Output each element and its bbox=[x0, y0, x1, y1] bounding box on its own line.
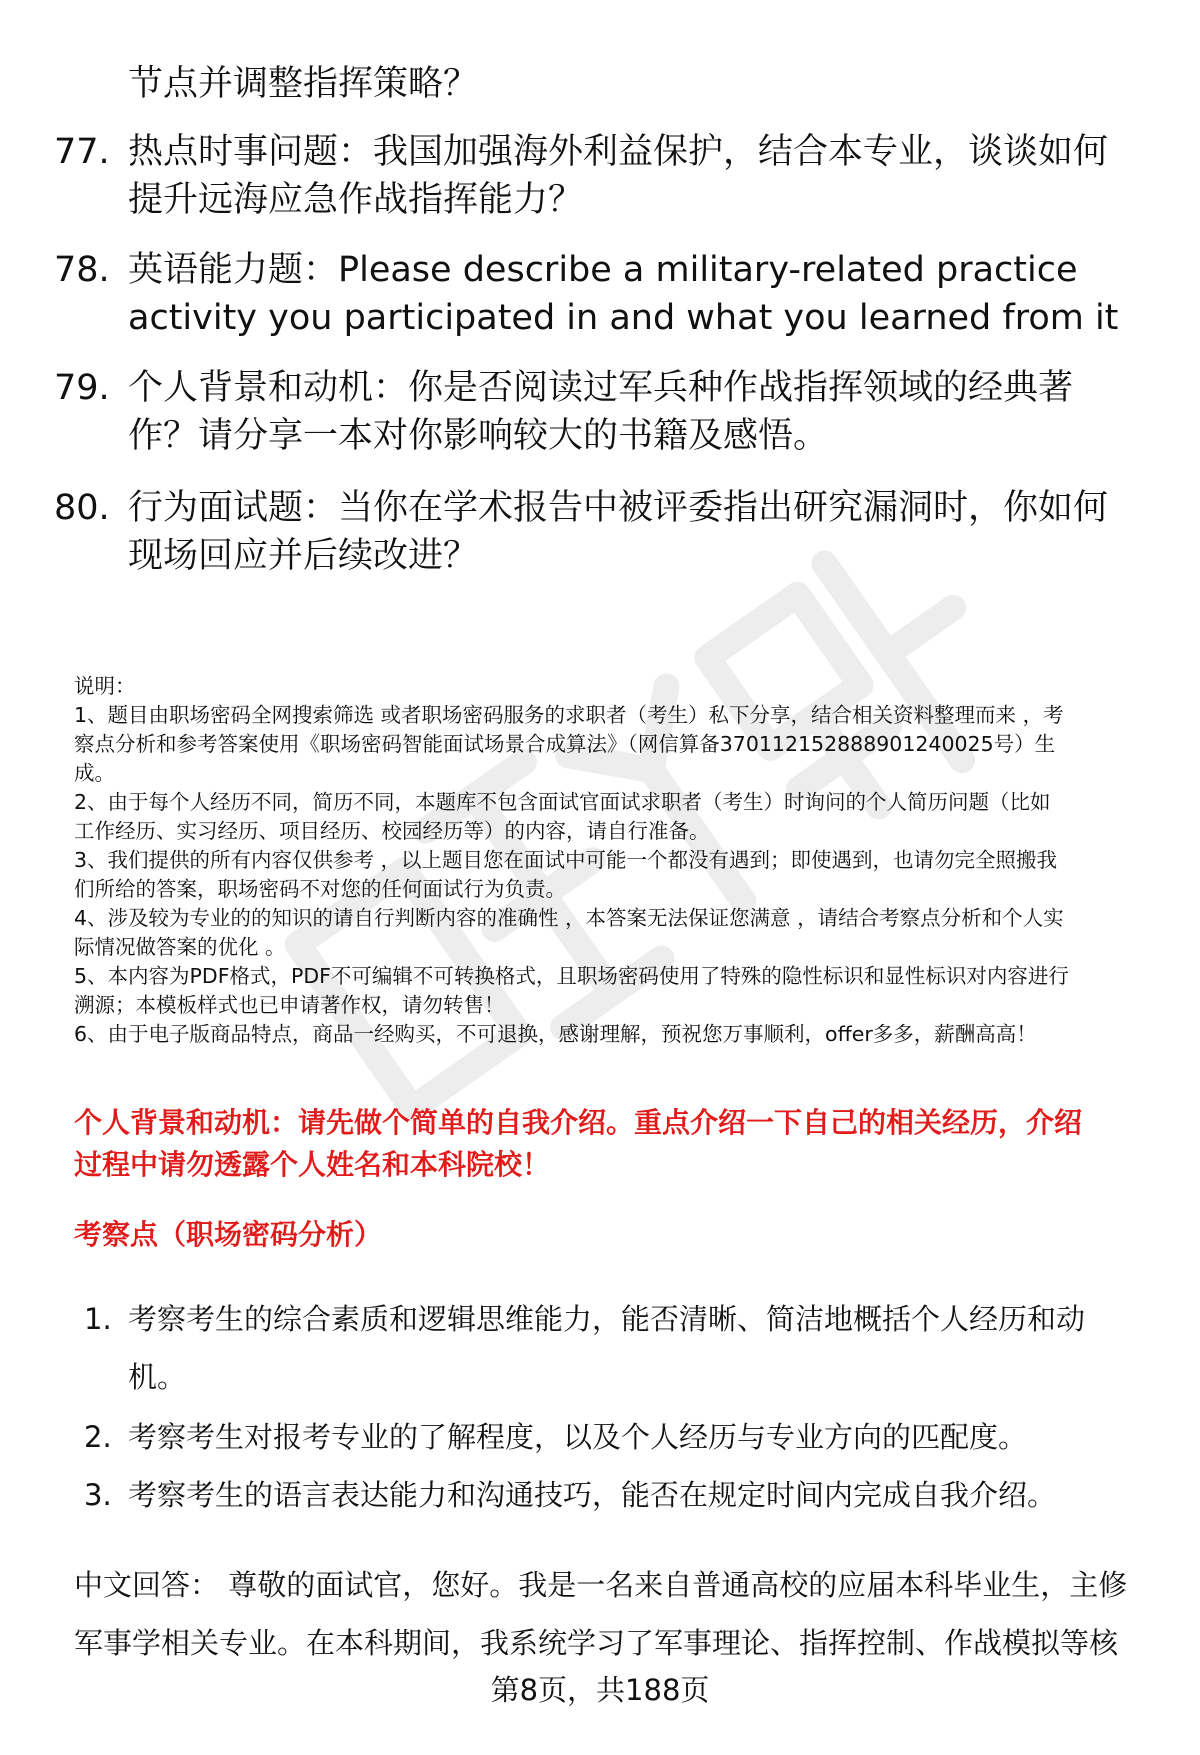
question-line: 现场回应并后续改进？ bbox=[128, 536, 479, 576]
question-number: 78. bbox=[54, 250, 110, 290]
notes-line: 5、本内容为PDF格式，PDF不可编辑不可转换格式，且职场密码使用了特殊的隐性标识和显性标识对内容进行 bbox=[74, 964, 1069, 988]
question-text bbox=[128, 364, 1148, 460]
exam-point-text bbox=[128, 1466, 1128, 1524]
notes-line: 4、涉及较为专业的的知识的请自行判断内容的准确性 ，本答案无法保证您满意 ，请结合考察点分析和个人实 bbox=[74, 906, 1064, 930]
disclaimer-notes bbox=[74, 672, 1164, 1049]
notes-line: 2、由于每个人经历不同，简历不同，本题库不包含面试官面试求职者（考生）时询问的个人简历问题（比如 bbox=[74, 790, 1051, 814]
notes-line: 溯源；本模板样式也已申请著作权，请勿转售！ bbox=[74, 993, 505, 1017]
question-text bbox=[128, 246, 1148, 342]
question-number: 80. bbox=[54, 488, 110, 528]
answer-line: 军事学相关专业。在本科期间，我系统学习了军事理论、指挥控制、作战模拟等核 bbox=[74, 1626, 1119, 1660]
featured-question bbox=[74, 1102, 1164, 1186]
notes-line: 6、由于电子版商品特点，商品一经购买，不可退换，感谢理解，预祝您万事顺利，offer多多，薪酬高高！ bbox=[74, 1022, 1037, 1046]
exam-point-line: 机。 bbox=[128, 1360, 187, 1394]
notes-line: 察点分析和参考答案使用《职场密码智能面试场景合成算法》（网信算备370112152888901240025号）生 bbox=[74, 732, 1056, 756]
exam-point-line: 考察考生的综合素质和逻辑思维能力，能否清晰、简洁地概括个人经历和动 bbox=[128, 1302, 1086, 1336]
notes-line: 工作经历、实习经历、项目经历、校园经历等）的内容，请自行准备。 bbox=[74, 819, 710, 843]
notes-line: 说明： bbox=[74, 674, 136, 698]
question-line: 热点时事问题：我国加强海外利益保护，结合本专业，谈谈如何 bbox=[128, 132, 1109, 172]
answer-text bbox=[74, 1556, 1164, 1672]
question-line: 作？请分享一本对你影响较大的书籍及感悟。 bbox=[128, 416, 829, 456]
featured-question-line: 个人背景和动机：请先做个简单的自我介绍。重点介绍一下自己的相关经历，介绍 bbox=[74, 1106, 1083, 1139]
notes-line: 3、我们提供的所有内容仅供参考 ，以上题目您在面试中可能一个都没有遇到；即使遇到，也请勿完全照搬我 bbox=[74, 848, 1058, 872]
page-number: 第8页，共188页 bbox=[490, 1673, 710, 1707]
exam-point-line: 考察考生的语言表达能力和沟通技巧，能否在规定时间内完成自我介绍。 bbox=[128, 1478, 1057, 1512]
exam-point-line: 考察考生对报考专业的了解程度，以及个人经历与专业方向的匹配度。 bbox=[128, 1420, 1028, 1454]
question-number: 79. bbox=[54, 368, 110, 408]
exam-point-number: 2. bbox=[84, 1420, 112, 1454]
exam-point-number: 1. bbox=[84, 1302, 112, 1336]
exam-points-heading: 考察点（职场密码分析） bbox=[74, 1218, 383, 1251]
answer-line: 中文回答： 尊敬的面试官，您好。我是一名来自普通高校的应届本科毕业生，主修 bbox=[74, 1568, 1128, 1602]
question-text bbox=[128, 484, 1148, 580]
exam-point-text bbox=[128, 1290, 1128, 1406]
question-number: 77. bbox=[54, 132, 110, 172]
question-line: activity you participated in and what you learned from it bbox=[128, 298, 1119, 338]
notes-line: 们所给的答案，职场密码不对您的任何面试行为负责。 bbox=[74, 877, 566, 901]
notes-line: 际情况做答案的优化 。 bbox=[74, 935, 286, 959]
question-line: 提升远海应急作战指挥能力？ bbox=[128, 180, 584, 220]
question-line: 个人背景和动机：你是否阅读过军兵种作战指挥领域的经典著 bbox=[128, 368, 1074, 408]
featured-question-line: 过程中请勿透露个人姓名和本科院校！ bbox=[74, 1148, 551, 1181]
exam-point-number: 3. bbox=[84, 1478, 112, 1512]
question-line: 英语能力题：Please describe a military-related practice bbox=[128, 250, 1078, 290]
notes-line: 成。 bbox=[74, 761, 115, 785]
question-line: 行为面试题：当你在学术报告中被评委指出研究漏洞时，你如何 bbox=[128, 488, 1109, 528]
notes-line: 1、题目由职场密码全网搜索筛选 或者职场密码服务的求职者（考生）私下分享，结合相关资料整理而来 ，考 bbox=[74, 703, 1064, 727]
question-text bbox=[128, 128, 1148, 224]
question-continuation: 节点并调整指挥策略？ bbox=[128, 64, 479, 104]
exam-point-text bbox=[128, 1408, 1128, 1466]
